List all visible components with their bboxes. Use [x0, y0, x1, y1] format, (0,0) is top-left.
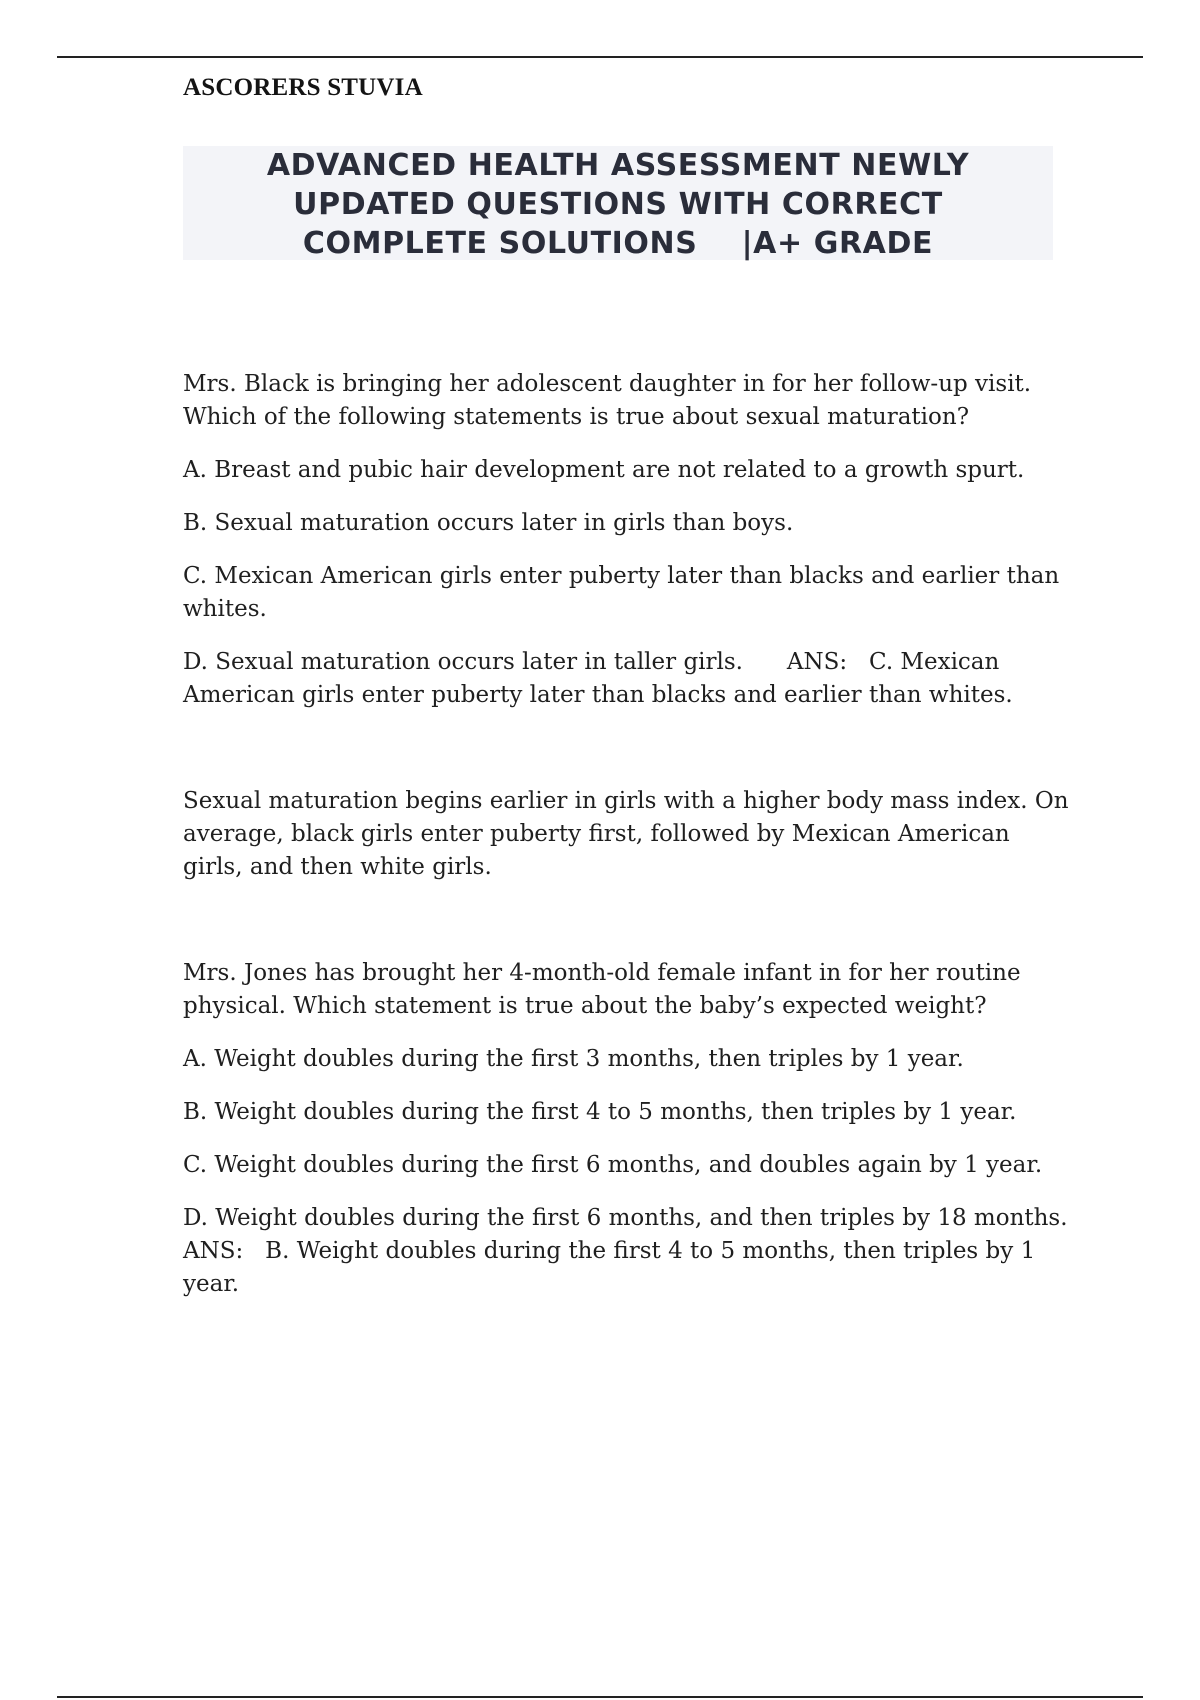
- question-2-option-c: C. Weight doubles during the first 6 months, and doubles again by 1 year.: [183, 1152, 1043, 1178]
- title-line-3: COMPLETE SOLUTIONS |A+ GRADE: [302, 226, 934, 261]
- document-title-box: [183, 146, 1053, 260]
- question-2-stem: Mrs. Jones has brought her 4-month-old female infant in for her routine physical. Which statement is true about the baby’s expected weight?: [183, 960, 1028, 1019]
- title-line-1: ADVANCED HEALTH ASSESSMENT NEWLY: [266, 148, 970, 183]
- bottom-rule: [57, 1696, 1143, 1698]
- question-block-1: [183, 368, 1073, 712]
- question-1-option-b: B. Sexual maturation occurs later in girls than boys.: [183, 510, 794, 536]
- question-1-rationale: Sexual maturation begins earlier in girls with a higher body mass index. On average, black girls enter puberty first, followed by Mexican American girls, and then white girls.: [183, 788, 1076, 880]
- question-1-option-d-answer: D. Sexual maturation occurs later in taller girls. ANS: C. Mexican American girls enter puberty later than blacks and earlier than whites.: [183, 649, 1013, 708]
- title-line-2: UPDATED QUESTIONS WITH CORRECT: [293, 187, 943, 222]
- top-rule: [57, 56, 1143, 58]
- question-1-stem: Mrs. Black is bringing her adolescent daughter in for her follow-up visit. Which of the following statements is true about sexual maturation?: [183, 371, 1039, 430]
- question-2-option-d-answer: D. Weight doubles during the first 6 months, and then triples by 18 months. ANS: B. Weight doubles during the first 4 to 5 months, then triples by 1 year.: [183, 1205, 1112, 1297]
- section-spacer: [183, 732, 1073, 785]
- document-body: [183, 368, 1112, 1321]
- question-2-option-b: B. Weight doubles during the first 4 to 5 months, then triples by 1 year.: [183, 1099, 1017, 1125]
- question-2-option-a: A. Weight doubles during the first 3 months, then triples by 1 year.: [183, 1046, 964, 1072]
- question-1-option-c: C. Mexican American girls enter puberty later than blacks and earlier than whites.: [183, 563, 1067, 622]
- question-block-2: [183, 957, 1112, 1301]
- document-header-label: ASCORERS STUVIA: [183, 74, 423, 101]
- section-spacer: [183, 904, 1073, 957]
- question-1-option-a: A. Breast and pubic hair development are not related to a growth spurt.: [183, 457, 1025, 483]
